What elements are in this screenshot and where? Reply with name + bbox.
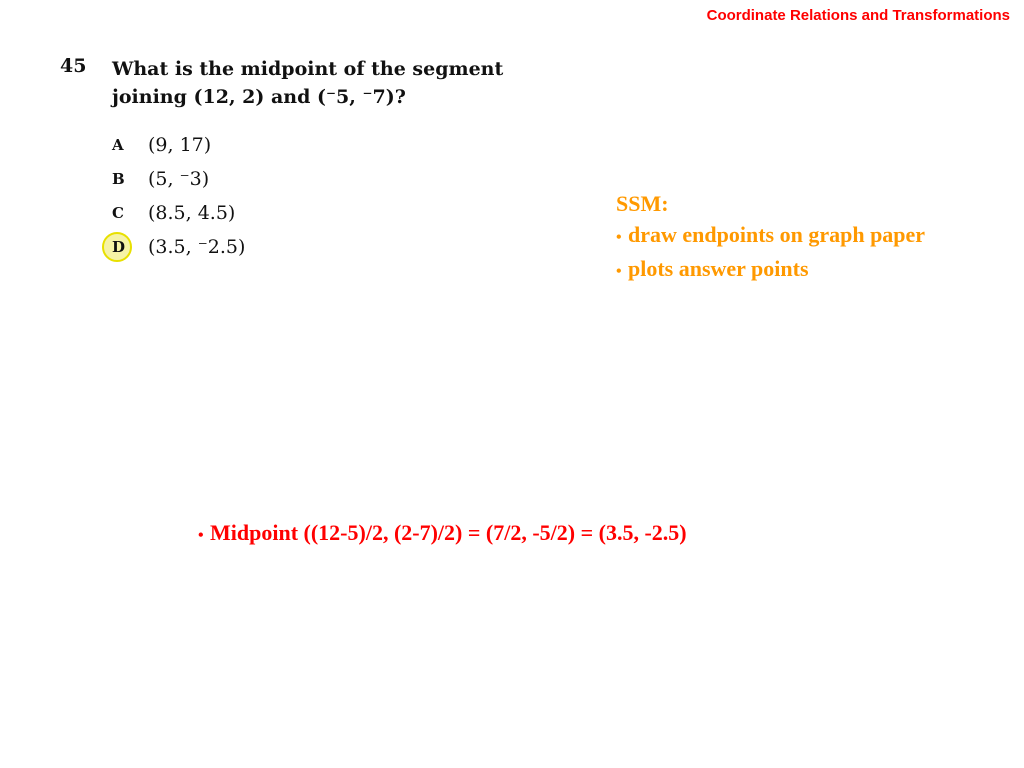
question-number: 45 <box>60 55 87 77</box>
question-text-line-1: What is the midpoint of the segment <box>112 58 504 80</box>
solution-list <box>198 517 687 551</box>
ssm-item-text: draw endpoints on graph paper <box>628 222 926 247</box>
question-text <box>112 55 582 111</box>
option-letter: B <box>112 170 125 188</box>
option-letter: D <box>112 238 126 256</box>
answer-options <box>100 128 245 264</box>
ssm-heading: SSM: <box>616 191 669 216</box>
page-header-title: Coordinate Relations and Transformations <box>706 7 1010 24</box>
ssm-notes <box>616 188 925 287</box>
question-text-line-2: joining (12, 2) and (⁻5, ⁻7)? <box>112 86 406 108</box>
bullet-icon: • <box>616 229 622 246</box>
option-value: (9, 17) <box>148 134 212 156</box>
option-d[interactable] <box>100 230 245 264</box>
bullet-icon: • <box>616 263 622 280</box>
list-item <box>616 219 925 253</box>
list-item <box>198 517 687 551</box>
option-letter: A <box>112 136 124 154</box>
list-item <box>616 253 925 287</box>
solution-notes <box>198 517 687 551</box>
bullet-icon: • <box>198 527 204 544</box>
option-value: (5, ⁻3) <box>148 168 210 190</box>
option-c[interactable] <box>100 196 245 230</box>
ssm-item-text: plots answer points <box>628 256 809 281</box>
option-a[interactable] <box>100 128 245 162</box>
option-letter: C <box>112 204 124 222</box>
option-value: (8.5, 4.5) <box>148 202 236 224</box>
ssm-list <box>616 219 925 287</box>
option-value: (3.5, ⁻2.5) <box>148 236 246 258</box>
solution-item-text: Midpoint ((12-5)/2, (2-7)/2) = (7/2, -5/2) = (3.5, -2.5) <box>210 520 687 545</box>
option-b[interactable] <box>100 162 245 196</box>
